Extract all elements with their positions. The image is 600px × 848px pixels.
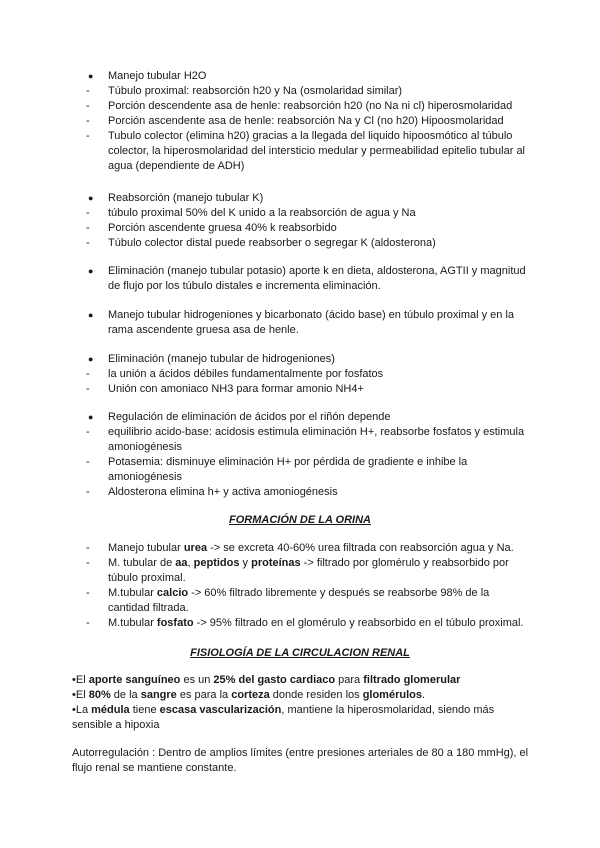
- dash-item: Aldosterona elimina h+ y activa amoniogénesis: [108, 486, 338, 498]
- dash-item: Unión con amoniaco NH3 para formar amonio NH4+: [108, 383, 364, 395]
- dash-marker: -: [86, 486, 90, 498]
- circulation-line-3: •La médula tiene escasa vascularización, mantiene la hiperosmolaridad, siendo más sensible a hipoxia: [72, 704, 495, 731]
- circulation-line-2: •El 80% de la sangre es para la corteza donde residen los glomérulos.: [72, 689, 426, 701]
- dash-marker: -: [86, 426, 90, 438]
- dash-item: Porción ascendente asa de henle: reabsorción Na y Cl (no h20) Hipoosmolaridad: [108, 115, 504, 127]
- bullet-item: Reabsorción (manejo tubular K): [108, 192, 264, 204]
- dash-item-fosfato: M.tubular fosfato -> 95% filtrado en el glomérulo y reabsorbido en el túbulo proximal.: [108, 617, 524, 629]
- dash-marker: -: [86, 100, 90, 112]
- dash-item: Porción ascendente gruesa 40% k reabsorbido: [108, 222, 337, 234]
- bullet-item: Eliminación (manejo tubular potasio) aporte k en dieta, aldosterona, AGTII y magnitud de flujo por los túbulo distales e incrementa eliminación.: [108, 265, 526, 292]
- dash-marker: -: [86, 456, 90, 468]
- dash-marker: -: [86, 237, 90, 249]
- bullet-icon: ●: [88, 266, 94, 276]
- bullet-item: Manejo tubular H2O: [108, 70, 207, 82]
- section-heading-formacion: FORMACIÓN DE LA ORINA: [229, 514, 371, 526]
- dash-marker: -: [86, 383, 90, 395]
- dash-marker: -: [86, 587, 90, 599]
- dash-item: la unión a ácidos débiles fundamentalmente por fosfatos: [108, 368, 384, 380]
- bullet-item: Eliminación (manejo tubular de hidrogeniones): [108, 353, 335, 365]
- dash-marker: -: [86, 207, 90, 219]
- dash-marker: -: [86, 557, 90, 569]
- dash-item: Potasemia: disminuye eliminación H+ por pérdida de gradiente e inhibe la amoniogénesis: [108, 456, 468, 483]
- dash-item-urea: Manejo tubular urea -> se excreta 40-60% urea filtrada con reabsorción agua y Na.: [108, 542, 514, 554]
- autoregulation-paragraph: Autorregulación : Dentro de amplios límites (entre presiones arteriales de 80 a 180 mmHg), el flujo renal se mantiene constante.: [72, 747, 529, 774]
- dash-item: equilibrio acido-base: acidosis estimula eliminación H+, reabsorbe fosfatos y estimula amoniogénesis: [108, 426, 525, 453]
- bullet-icon: ●: [88, 193, 94, 203]
- dash-marker: -: [86, 542, 90, 554]
- dash-item-aa: M. tubular de aa, peptidos y proteínas -> filtrado por glomérulo y reabsorbido por túbulo proximal.: [108, 557, 509, 584]
- bullet-icon: ●: [88, 412, 94, 422]
- dash-item: Túbulo colector distal puede reabsorber o segregar K (aldosterona): [108, 237, 436, 249]
- bullet-item: Regulación de eliminación de ácidos por el riñón depende: [108, 411, 391, 423]
- dash-item: Túbulo proximal: reabsorción h20 y Na (osmolaridad similar): [108, 85, 403, 97]
- section-heading-circulacion: FISIOLOGÍA DE LA CIRCULACION RENAL: [190, 647, 410, 659]
- dash-marker: -: [86, 368, 90, 380]
- dash-item: Tubulo colector (elimina h20) gracias a la llegada del liquido hipoosmótico al túbulo colector, la hiperosmolaridad del intersticio medular y permeabilidad epitelio tubular al agua (dependiente de ADH): [108, 130, 526, 172]
- dash-item-calcio: M.tubular calcio -> 60% filtrado libremente y después se reabsorbe 98% de la cantidad filtrada.: [108, 587, 490, 614]
- dash-item: Porción descendente asa de henle: reabsorción h20 (no Na ni cl) hiperosmolaridad: [108, 100, 513, 112]
- circulation-line-1: •El aporte sanguíneo es un 25% del gasto cardiaco para filtrado glomerular: [72, 674, 461, 686]
- dash-marker: -: [86, 85, 90, 97]
- dash-item: túbulo proximal 50% del K unido a la reabsorción de agua y Na: [108, 207, 416, 219]
- dash-marker: -: [86, 115, 90, 127]
- dash-marker: -: [86, 617, 90, 629]
- dash-marker: -: [86, 130, 90, 142]
- bullet-item: Manejo tubular hidrogeniones y bicarbonato (ácido base) en túbulo proximal y en la rama ascendente gruesa asa de henle.: [108, 309, 515, 336]
- dash-marker: -: [86, 222, 90, 234]
- bullet-icon: ●: [88, 354, 94, 364]
- bullet-icon: ●: [88, 310, 94, 320]
- bullet-icon: ●: [88, 71, 94, 81]
